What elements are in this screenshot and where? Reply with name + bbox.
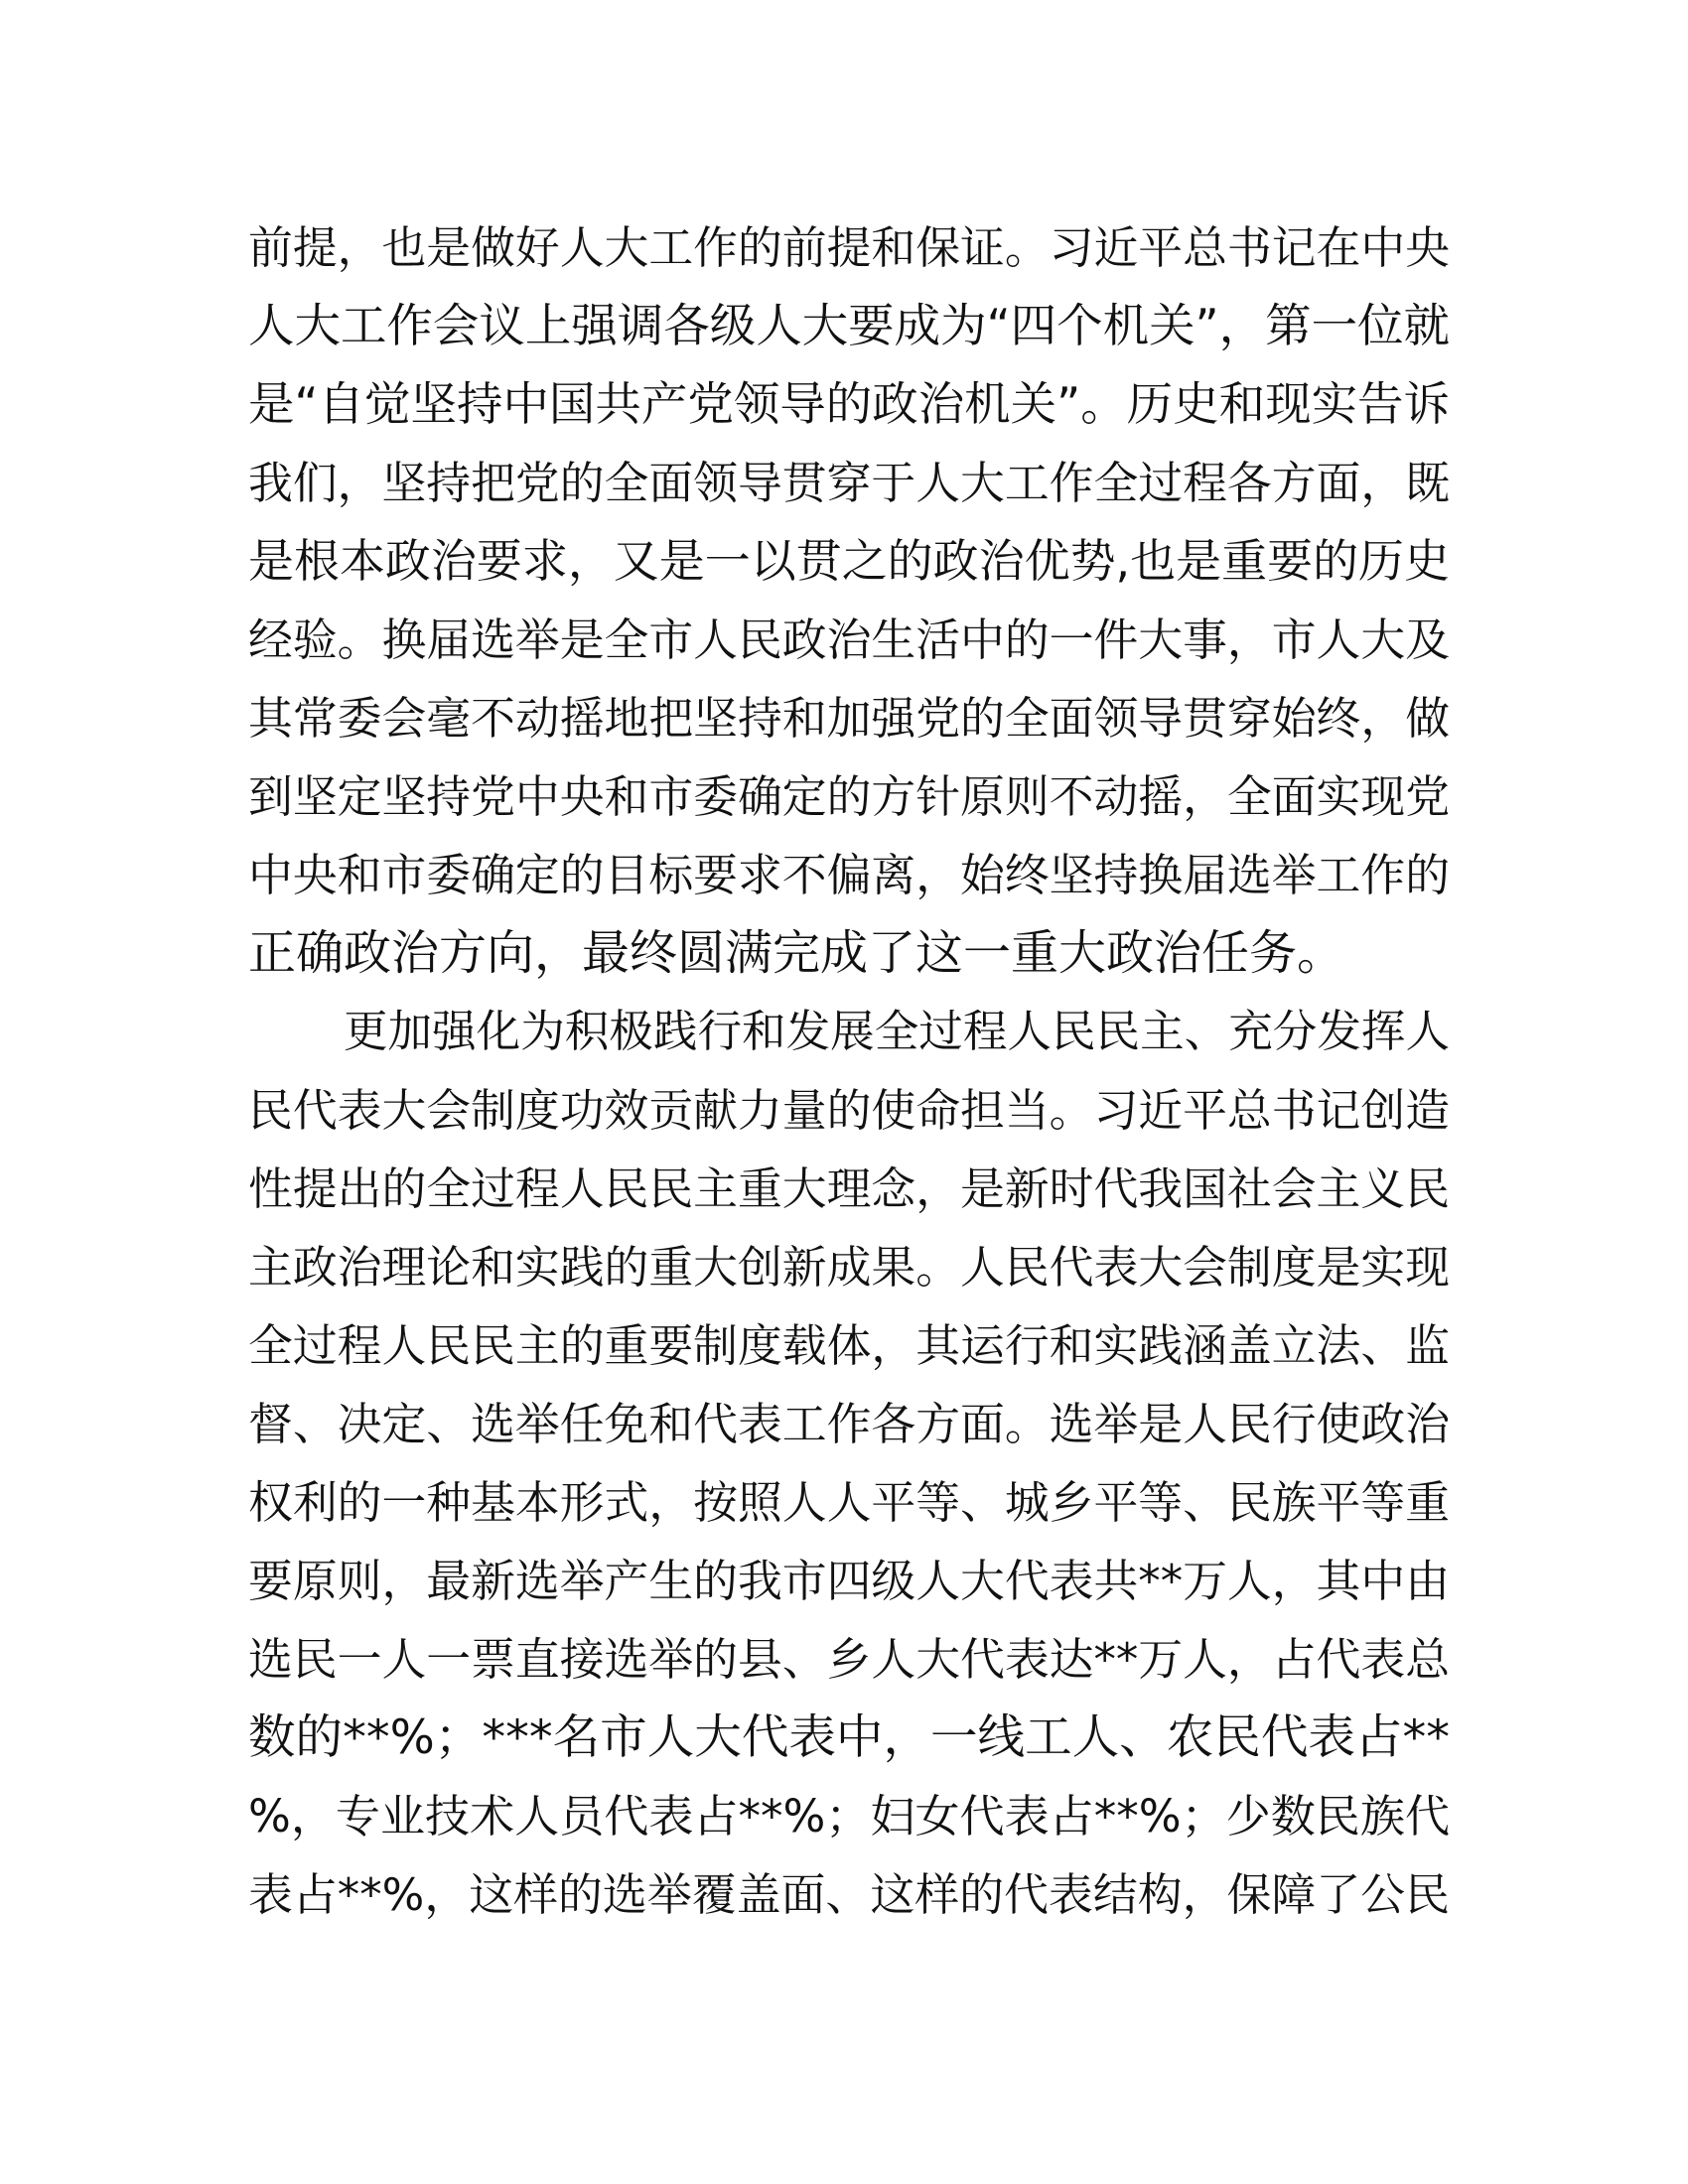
text-line: 表占**%，这样的选举覆盖面、这样的代表结构，保障了公民: [248, 1868, 1450, 1921]
text-line: 是“自觉坚持中国共产党领导的政治机关”。历史和现实告诉: [248, 377, 1450, 431]
body-text: [248, 208, 1450, 1934]
text-line: 人大工作会议上强调各级人大要成为“四个机关”，第一位就: [248, 299, 1450, 352]
text-line: 数的**%；***名市人大代表中，一线工人、农民代表占**: [248, 1710, 1450, 1765]
text-line: 前提，也是做好人大工作的前提和保证。习近平总书记在中央: [248, 221, 1450, 274]
text-line: 选民一人一票直接选举的县、乡人大代表达**万人，占代表总: [248, 1633, 1450, 1686]
text-line: 民代表大会制度功效贡献力量的使命担当。习近平总书记创造: [248, 1084, 1450, 1137]
text-line: %，专业技术人员代表占**%；妇女代表占**%；少数民族代: [248, 1790, 1450, 1843]
text-line: 其常委会毫不动摇地把坚持和加强党的全面领导贯穿始终，做: [248, 692, 1450, 745]
paragraph-1: [248, 208, 1450, 993]
paragraph-2: [248, 993, 1450, 1934]
text-line: 正确政治方向，最终圆满完成了这一重大政治任务。: [248, 925, 1345, 981]
text-line: 到坚定坚持党中央和市委确定的方针原则不动摇，全面实现党: [248, 770, 1450, 823]
text-line: 中央和市委确定的目标要求不偏离，始终坚持换届选举工作的: [248, 849, 1450, 901]
text-line: 要原则，最新选举产生的我市四级人大代表共**万人，其中由: [248, 1555, 1450, 1607]
text-line: 性提出的全过程人民民主重大理念，是新时代我国社会主义民: [248, 1162, 1450, 1215]
text-line: 主政治理论和实践的重大创新成果。人民代表大会制度是实现: [248, 1241, 1450, 1294]
text-line: 权利的一种基本形式，按照人人平等、城乡平等、民族平等重: [248, 1476, 1450, 1529]
text-line: 是根本政治要求，又是一以贯之的政治优势,也是重要的历史: [248, 534, 1450, 588]
text-line: 我们，坚持把党的全面领导贯穿于人大工作全过程各方面，既: [248, 457, 1450, 509]
text-line: 更加强化为积极践行和发展全过程人民民主、充分发挥人: [344, 1006, 1450, 1057]
text-line: 经验。换届选举是全市人民政治生活中的一件大事，市人大及: [248, 614, 1450, 666]
text-line: 全过程人民民主的重要制度载体，其运行和实践涵盖立法、监: [248, 1319, 1450, 1372]
text-line: 督、决定、选举任免和代表工作各方面。选举是人民行使政治: [248, 1398, 1450, 1450]
